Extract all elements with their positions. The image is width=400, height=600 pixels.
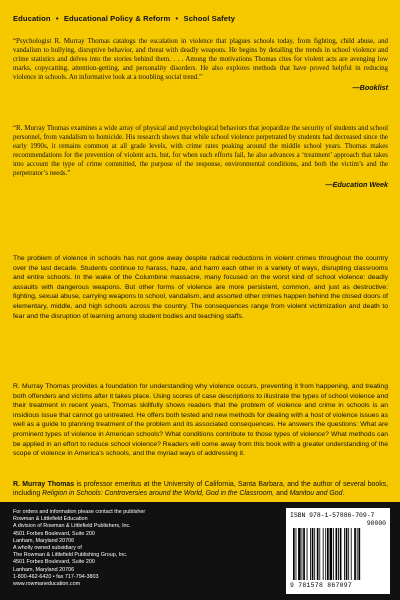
publisher-line: 4501 Forbes Boulevard, Suite 200 — [13, 559, 95, 566]
publisher-line: A wholly owned subsidiary of — [13, 545, 82, 552]
barcode-digits: 9 781578 867097 — [290, 582, 353, 589]
publisher-line: Lanham, Maryland 20706 — [13, 537, 75, 544]
review-text: “R. Murray Thomas examines a wide array of physical and psychological behaviors that jeopardize the security of students and school personnel, from vandalism to homicide. His research shows that while school violence perpetrated by students had decreased since the early 1990s, it remains common at all grade levels, with crime rates peaking around the middle school years. Thomas makes recommendations for the prevention of violent acts, but, for when such efforts fail, he also advances a ‘treatment’ approach that takes into account the type of crime committed, the purpose of the response, environmental conditions, and both the victim’s and the perpetrator’s needs.” — [13, 125, 388, 178]
review-quote-education-week — [13, 124, 388, 189]
publisher-line: A division of Rowman & Littlefield Publishers, Inc. — [13, 523, 131, 530]
publisher-line: Rowman & Littlefield Education — [13, 516, 88, 523]
category-policy: Educational Policy & Reform — [63, 14, 171, 23]
bio-text: and — [274, 490, 290, 498]
publisher-line: 4501 Forbes Boulevard, Suite 200 — [13, 530, 95, 537]
publisher-line: The Rowman & Littlefield Publishing Group, Inc. — [13, 552, 128, 559]
bio-text: . — [342, 490, 345, 498]
price-code: 90000 — [366, 520, 386, 527]
book-title: Manitou and God — [289, 490, 343, 498]
review-source: —Booklist — [352, 83, 388, 93]
category-safety: School Safety — [183, 14, 236, 23]
publisher-website: www.rowmaneducation.com — [13, 581, 81, 588]
category-line — [13, 14, 393, 23]
isbn-label: ISBN 978-1-57886-709-7 — [290, 512, 375, 519]
book-title: Religion in Schools: Controversies around the World, God in the Classroom, — [42, 490, 275, 498]
review-text: “Psychologist R. Murray Thomas catalogs the escalation in violence that plagues schools today, from fighting, child abuse, and vandalism to bullying, disruptive behavior, and threat with deadly weapons. He begins by detailing the trends in school violence and crime statistics and delves into the stories behind them. . . . Among the motivations Thomas cites for violent acts are avenging low marks, copycatting, attention-getting, and personality disorders. He also explores methods that have proved helpful in reducing violence in schools. An informative look at a troubling social trend.” — [13, 38, 388, 82]
barcode — [286, 508, 390, 594]
bio-text: is professor emeritus at the University of California, Santa Barbara, and the author of several books, including — [13, 481, 388, 498]
publisher-line: Lanham, Maryland 20706 — [13, 566, 75, 573]
author-bio — [13, 480, 388, 499]
publisher-info — [13, 509, 243, 588]
review-quote-booklist — [13, 37, 388, 93]
publisher-band — [0, 502, 400, 600]
category-separator: • — [175, 14, 179, 23]
review-source: —Education Week — [325, 179, 388, 189]
description-paragraph-2: R. Murray Thomas provides a foundation for understanding why violence occurs, preventing it from happening, and treating both offenders and victims after it takes place. Using scores of case descriptions to illustrate the types of school violence and their treatment in recent years, Thomas skillfully shows readers that the problem of violence and crime in schools is an insidious issue that cannot go untreated. He offers both tested and new methods for dealing with a host of violence issues as well as a guide to planning treatment of the problem and its associated consequences. He answers the questions: What are prominent types of violence in American schools? What conditions contribute to those types of violence? What methods can be applied in an effort to reduce school violence? Readers will come away from this book with a greater understanding of the scope of violence in America’s schools, and the myriad ways of addressing it. — [13, 383, 388, 458]
description-paragraph-1: The problem of violence in schools has not gone away despite radical reductions in violent crimes throughout the country over the last decade. Students continue to harass, haze, and harm each other in a variety of ways, disrupting classrooms and entire schools. In the wake of the Columbine massacre, many focused on the worst kind of school violence: deadly assaults with dangerous weapons. But other forms of violence are more persistent, common, and just as destructive: fighting, sexual abuse, carrying weapons to school, vandalism, and assorted other crimes happen behind the closed doors of elementary, middle, and high schools across the country. The consequences range from violent victimization and death to fear and the disruption of learning among student bodies and teaching staffs. — [13, 255, 388, 320]
category-education: Education — [13, 14, 51, 23]
publisher-line: For orders and information please contact the publisher — [13, 509, 146, 515]
publisher-phone: 1-800-462-6420 • fax 717-794-3803 — [13, 573, 99, 580]
category-separator: • — [55, 14, 59, 23]
barcode-bars — [292, 528, 384, 580]
author-name: R. Murray Thomas — [13, 481, 75, 488]
